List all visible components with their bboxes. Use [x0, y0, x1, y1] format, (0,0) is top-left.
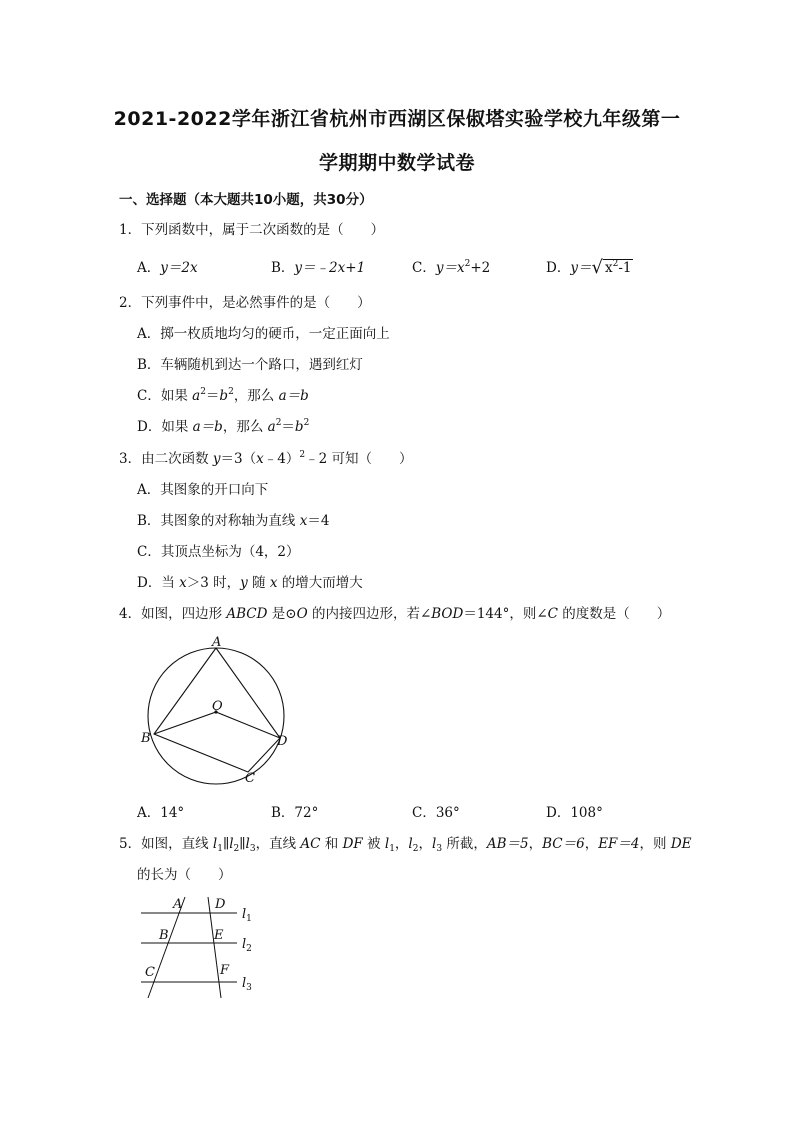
exam-title-line1: 2021-2022学年浙江省杭州市西湖区保俶塔实验学校九年级第一: [113, 108, 681, 130]
q3-option-d[interactable]: [137, 571, 363, 591]
q3-stem-y: y: [212, 451, 221, 467]
q2-stem: 2．下列事件中，是必然事件的是（ ）: [119, 295, 371, 311]
q4-label-a: A: [212, 635, 222, 650]
q4-stem-mid3: ＝144°，则∠: [463, 606, 548, 622]
sqrt-radical-icon: √: [591, 257, 603, 278]
q2-option-a[interactable]: A．掷一枚质地均匀的硬币，一定正面向上: [137, 326, 390, 342]
q2-c-s1: 2: [200, 387, 206, 397]
q2-c-res: a＝b: [278, 388, 309, 404]
q3-stem-end: ﹣2 可知（ ）: [305, 451, 413, 467]
q2-d-b: b: [294, 419, 304, 435]
q5-c2: ，: [418, 836, 432, 852]
q2-c-mid: ＝: [205, 388, 220, 404]
q3-stem-pre: 3．由二次函数: [119, 451, 213, 467]
q5-label-l1: [242, 907, 252, 924]
q5-c4: ，: [584, 836, 599, 852]
q4-option-b[interactable]: B．72°: [271, 805, 319, 821]
q5-m2: l: [408, 836, 413, 852]
q1-option-a-expr: y＝2x: [160, 260, 198, 276]
q5-label-c: C: [145, 965, 155, 980]
q4-stem-o: O: [296, 606, 308, 622]
q1-option-d-rad-base: x: [604, 260, 613, 276]
q5-label-l2: [242, 937, 252, 954]
q1-option-d-radicand: [603, 259, 634, 276]
q4-stem-bod: BOD: [431, 606, 464, 622]
q5-label-e: E: [214, 928, 224, 943]
q2-c-pre: C．如果: [137, 388, 193, 404]
q2-option-c[interactable]: [137, 384, 309, 404]
q1-option-b-expr: y＝﹣2x+1: [294, 260, 366, 276]
exam-title-line2: 学期期中数学试卷: [318, 152, 475, 174]
q5-df: DF: [342, 836, 363, 852]
q2-option-d[interactable]: [137, 415, 309, 435]
q5-parallel-lines-figure: [135, 893, 275, 1005]
q5-l3-sub: 3: [246, 983, 252, 993]
q1-stem: 1．下列函数中，属于二次函数的是（ ）: [119, 222, 385, 238]
q5-label-f: F: [220, 963, 230, 978]
q5-label-d: D: [215, 897, 226, 912]
q3-d-post: 的增大而增大: [277, 575, 363, 591]
q4-stem-c: C: [547, 606, 559, 622]
q1-option-c-expr: y＝x: [435, 260, 465, 276]
q4-stem-mid2: 的内接四边形，若∠: [307, 606, 432, 622]
q5-stem-mid: ，直线: [255, 836, 301, 852]
q5-m1s: 1: [389, 844, 395, 854]
q1-option-d-label: D．: [546, 260, 571, 276]
q5-m3s: 3: [436, 844, 443, 854]
q5-l2-letter: l: [242, 937, 247, 952]
q4-circle-figure: [130, 630, 310, 790]
q5-by: 被: [362, 836, 385, 852]
q5-c3: ，: [528, 836, 543, 852]
q3-stem-sup: 2: [299, 450, 306, 460]
q1-option-c-sup: 2: [464, 259, 471, 269]
q3-stem-x: x: [256, 451, 264, 467]
q1-option-c-post: +2: [470, 260, 491, 276]
q1-option-d-rad-post: -1: [618, 260, 632, 276]
q2-d-post: ，那么: [222, 419, 268, 435]
q5-sep1: ∥: [222, 836, 230, 852]
q5-l2s: 2: [233, 844, 240, 854]
q5-m2s: 2: [412, 844, 419, 854]
q3-d-pre: D．当: [137, 575, 180, 591]
q1-option-c-label: C．: [412, 260, 436, 276]
q5-l1: l: [212, 836, 218, 852]
q1-option-d-pre: y＝: [570, 260, 592, 276]
q5-stem-pre: 5．如图，直线: [119, 836, 213, 852]
q5-m3: l: [431, 836, 437, 852]
q5-l3s: 3: [249, 844, 256, 854]
q1-option-a-label: A．: [137, 260, 161, 276]
q1-option-b-label: B．: [271, 260, 295, 276]
q4-stem-pre: 4．如图，四边形: [119, 606, 227, 622]
q4-stem-end: 的度数是（ ）: [558, 606, 671, 622]
q5-sep2: ∥: [239, 836, 246, 852]
q2-d-eq: a＝b: [192, 419, 223, 435]
q4-stem-mid: 是⊙: [267, 606, 297, 622]
q5-label-b: B: [159, 928, 169, 943]
q5-ac: AC: [300, 836, 321, 852]
q5-l3: l: [245, 836, 250, 852]
q4-option-d[interactable]: D．108°: [546, 805, 603, 821]
q3-b-post: ＝4: [307, 513, 330, 529]
q1-option-c[interactable]: [412, 256, 490, 276]
q3-d-x2: x: [269, 575, 278, 591]
q5-stem-line2: 的长为（ ）: [137, 867, 232, 883]
q5-line-ac: [148, 897, 185, 998]
q3-d-y: y: [240, 575, 248, 591]
q5-then: ，则: [639, 836, 671, 852]
q5-ef: EF＝4: [598, 836, 640, 852]
q5-label-l3: [242, 976, 252, 993]
q5-ab: AB＝5: [486, 836, 529, 852]
q4-option-a[interactable]: A．14°: [137, 805, 185, 821]
q4-radii: [154, 712, 280, 738]
q1-option-a[interactable]: [137, 256, 198, 276]
q3-option-a[interactable]: A．其图象的开口向下: [137, 482, 269, 498]
q3-d-mid2: 随: [247, 575, 270, 591]
q3-d-mid: ＞3 时，: [186, 575, 241, 591]
q5-stem: [119, 832, 692, 852]
q5-l2: l: [229, 836, 234, 852]
q5-l2-sub: 2: [246, 944, 252, 954]
q2-option-b[interactable]: B．车辆随机到达一个路口，遇到红灯: [137, 357, 363, 373]
q1-option-d[interactable]: [546, 256, 633, 277]
q5-label-a: A: [173, 897, 183, 912]
q3-option-c[interactable]: C．其顶点坐标为（4，2）: [137, 544, 300, 560]
q2-c-a: a: [192, 388, 201, 404]
q3-stem: [119, 447, 412, 467]
q3-stem-post: ﹣4）: [263, 451, 300, 467]
q5-cut: 所截，: [442, 836, 487, 852]
q5-c1: ，: [394, 836, 409, 852]
q3-b-pre: B．其图象的对称轴为直线: [137, 513, 300, 529]
q2-c-b: b: [219, 388, 229, 404]
q4-circle: [148, 648, 284, 784]
q4-label-c: C: [245, 771, 255, 786]
q2-d-mid: ＝: [281, 419, 295, 435]
q4-stem: [119, 602, 670, 622]
section-heading: 一、选择题（本大题共10小题，共30分）: [119, 192, 373, 208]
q2-d-s1: 2: [275, 418, 282, 428]
q2-d-pre: D．如果: [137, 419, 193, 435]
q2-c-s2: 2: [228, 387, 234, 397]
q3-d-x: x: [179, 575, 187, 591]
q4-label-d: D: [277, 734, 288, 749]
q5-l1-letter: l: [242, 907, 247, 922]
q5-l1-sub: 1: [246, 914, 252, 924]
q5-line-df: [208, 897, 221, 998]
q5-m1: l: [384, 836, 390, 852]
q4-label-o: O: [212, 699, 223, 714]
q2-d-s2: 2: [303, 418, 310, 428]
q5-l1s: 1: [217, 844, 223, 854]
q3-stem-mid: ＝3（: [220, 451, 257, 467]
q3-option-b[interactable]: [137, 509, 329, 529]
q1-option-d-rad-sup: 2: [612, 259, 619, 269]
q5-and: 和: [320, 836, 343, 852]
q2-d-a: a: [267, 419, 276, 435]
q5-l3-letter: l: [242, 976, 247, 991]
q4-option-c[interactable]: C．36°: [412, 805, 460, 821]
q1-option-b[interactable]: [271, 256, 365, 276]
q5-de: DE: [670, 836, 692, 852]
q2-c-post: ，那么: [233, 388, 279, 404]
q4-stem-abcd: ABCD: [226, 606, 268, 622]
q5-bc: BC＝6: [542, 836, 585, 852]
q4-label-b: B: [141, 731, 151, 746]
q3-b-x: x: [299, 513, 308, 529]
